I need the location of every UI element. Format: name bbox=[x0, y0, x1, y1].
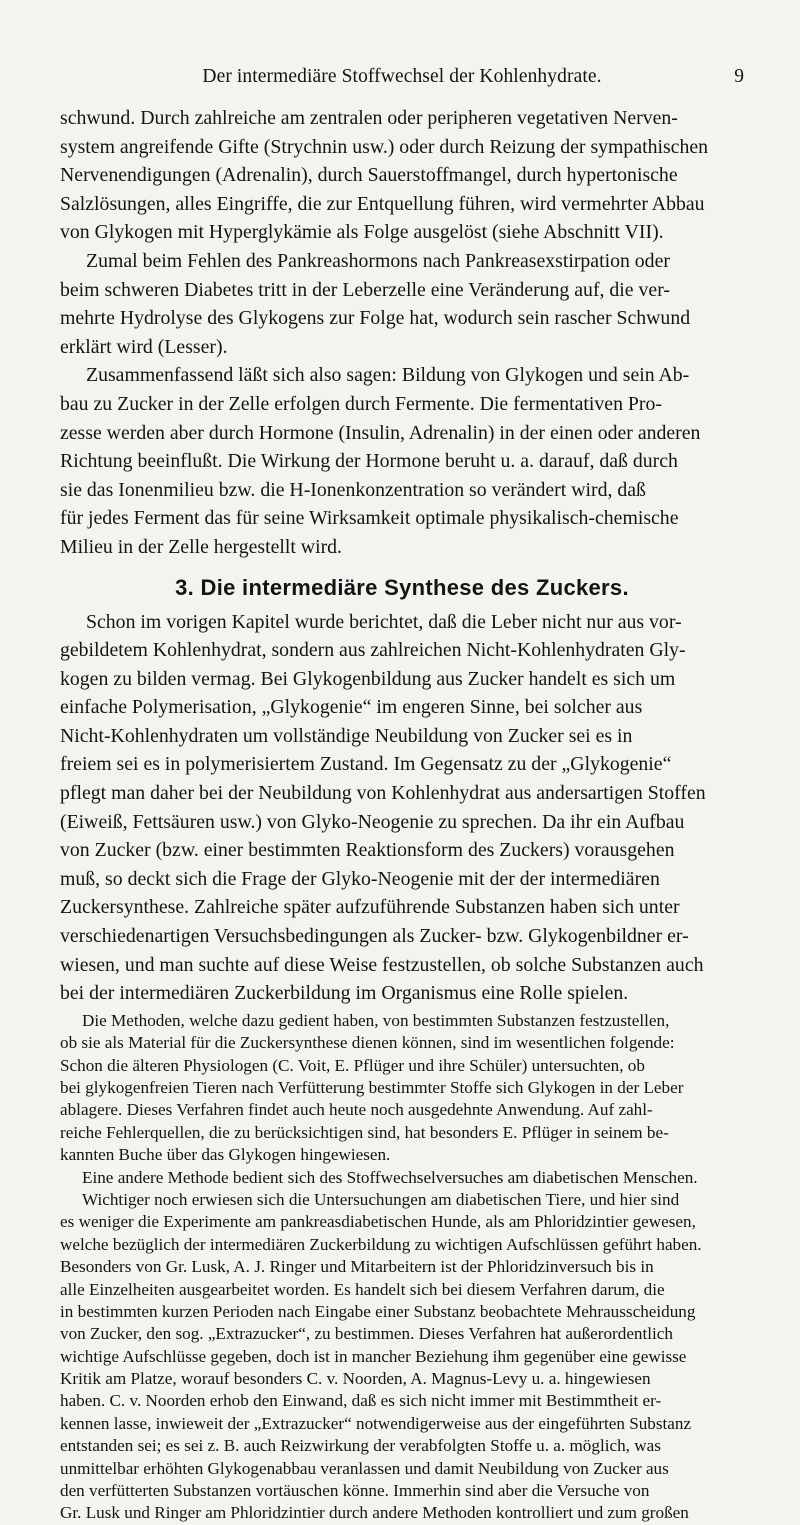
text-line: pflegt man daher bei der Neubildung von Kohlenhydrat aus andersartigen Stoffen bbox=[60, 782, 706, 805]
text-line: entstanden sei; es sei z. B. auch Reizwirkung der verabfolgten Stoffe u. a. möglich, was bbox=[60, 1436, 661, 1456]
paragraph-phloridzin-small bbox=[60, 1167, 744, 1525]
text-line: Gr. Lusk und Ringer am Phloridzintier durch andere Methoden kontrolliert und zum großen bbox=[60, 1503, 689, 1523]
text-line: wichtige Aufschlüsse gegeben, doch ist in mancher Beziehung ihm gegenüber eine gewisse bbox=[60, 1346, 687, 1366]
text-line: muß, so deckt sich die Frage der Glyko-Neogenie mit der der intermediären bbox=[60, 867, 660, 890]
text-line: welche bezüglich der intermediären Zuckerbildung zu wichtigen Aufschlüssen geführt haben. bbox=[60, 1234, 702, 1254]
paragraph-synthesis bbox=[60, 608, 744, 1008]
text-line: (Eiweiß, Fettsäuren usw.) von Glyko-Neogenie zu sprechen. Da ihr ein Aufbau bbox=[60, 810, 685, 833]
text-line: Richtung beeinflußt. Die Wirkung der Hormone beruht u. a. darauf, daß durch bbox=[60, 450, 678, 473]
text-line: Schon die älteren Physiologen (C. Voit, E. Pflüger und ihre Schüler) untersuchten, ob bbox=[60, 1055, 645, 1075]
text-line: haben. C. v. Noorden erhob den Einwand, daß es sich nicht immer mit Bestimmtheit er- bbox=[60, 1391, 662, 1411]
text-line: bei der intermediären Zuckerbildung im Organismus eine Rolle spielen. bbox=[60, 982, 629, 1005]
text-line: von Glykogen mit Hyperglykämie als Folge ausgelöst (siehe Abschnitt VII). bbox=[60, 221, 664, 244]
text-line: in bestimmten kurzen Perioden nach Eingabe einer Substanz beobachtete Mehrausscheidung bbox=[60, 1301, 696, 1321]
text-line: Salzlösungen, alles Eingriffe, die zur Entquellung führen, wird vermehrter Abbau bbox=[60, 192, 705, 215]
text-line: freiem sei es in polymerisiertem Zustand. Im Gegensatz zu der „Glykogenie“ bbox=[60, 753, 672, 776]
text-line: von Zucker (bzw. einer bestimmten Reaktionsform des Zuckers) vorausgehen bbox=[60, 839, 675, 862]
text-line: schwund. Durch zahlreiche am zentralen oder peripheren vegetativen Nerven- bbox=[60, 107, 678, 129]
text-line: mehrte Hydrolyse des Glykogens zur Folge hat, wodurch sein rascher Schwund bbox=[60, 307, 691, 330]
text-line: kogen zu bilden vermag. Bei Glykogenbildung aus Zucker handelt es sich um bbox=[60, 667, 676, 690]
paragraph-methods-small bbox=[60, 1010, 744, 1167]
text-line: gebildetem Kohlenhydrat, sondern aus zahlreichen Nicht-Kohlenhydraten Gly- bbox=[60, 639, 686, 662]
text-line: Eine andere Methode bedient sich des Stoffwechselversuches am diabetischen Menschen. bbox=[82, 1167, 698, 1187]
text-line: Besonders von Gr. Lusk, A. J. Ringer und Mitarbeitern ist der Phloridzinversuch bis in bbox=[60, 1257, 654, 1277]
text-line: ob sie als Material für die Zuckersynthese dienen können, sind im wesentlichen folgende: bbox=[60, 1033, 675, 1053]
paragraph-summary bbox=[60, 361, 744, 561]
text-line: kannten Buche über das Glykogen hingewiesen. bbox=[60, 1145, 391, 1165]
text-line: Zusammenfassend läßt sich also sagen: Bildung von Glykogen und sein Ab- bbox=[86, 364, 690, 387]
text-line: bau zu Zucker in der Zelle erfolgen durch Fermente. Die fermentativen Pro- bbox=[60, 392, 662, 415]
text-line: kennen lasse, inwieweit der „Extrazucker“ notwendigerweise aus der eingeführten Substanz bbox=[60, 1413, 692, 1433]
text-line: Kritik am Platze, worauf besonders C. v. Noorden, A. Magnus-Levy u. a. hingewiesen bbox=[60, 1369, 651, 1389]
text-line: Zuckersynthese. Zahlreiche später aufzuführende Substanzen haben sich unter bbox=[60, 896, 680, 919]
text-line: Die Methoden, welche dazu gedient haben, von bestimmten Substanzen festzustellen, bbox=[82, 1010, 670, 1030]
text-line: system angreifende Gifte (Strychnin usw.) oder durch Reizung der sympathischen bbox=[60, 135, 709, 158]
text-line: Zumal beim Fehlen des Pankreashormons nach Pankreasexstirpation oder bbox=[86, 249, 670, 272]
text-line: verschiedenartigen Versuchsbedingungen als Zucker- bzw. Glykogenbildner er- bbox=[60, 925, 689, 948]
text-line: Wichtiger noch erwiesen sich die Untersuchungen am diabetischen Tiere, und hier sind bbox=[82, 1189, 680, 1209]
text-line: einfache Polymerisation, „Glykogenie“ im engeren Sinne, bei solcher aus bbox=[60, 696, 643, 719]
text-line: reiche Fehlerquellen, die zu berücksichtigen sind, hat besonders E. Pflüger in seinem be- bbox=[60, 1122, 669, 1142]
text-line: wiesen, und man suchte auf diese Weise festzustellen, ob solche Substanzen auch bbox=[60, 953, 704, 976]
text-line: alle Einzelheiten ausgearbeitet worden. Es handelt sich bei diesem Verfahren darum, die bbox=[60, 1279, 665, 1299]
text-line: für jedes Ferment das für seine Wirksamkeit optimale physikalisch-chemische bbox=[60, 507, 679, 530]
text-line: von Zucker, den sog. „Extrazucker“, zu bestimmen. Dieses Verfahren hat außerordentlich bbox=[60, 1324, 673, 1344]
text-line: ablagere. Dieses Verfahren findet auch heute noch ausgedehnte Anwendung. Auf zahl- bbox=[60, 1100, 653, 1120]
text-line: Nervenendigungen (Adrenalin), durch Sauerstoffmangel, durch hypertonische bbox=[60, 164, 678, 187]
text-line: den verfütterten Substanzen vortäuschen könne. Immerhin sind aber die Versuche von bbox=[60, 1481, 650, 1501]
text-line: Nicht-Kohlenhydraten um vollständige Neubildung von Zucker sei es in bbox=[60, 724, 633, 747]
text-line: beim schweren Diabetes tritt in der Leberzelle eine Veränderung auf, die ver- bbox=[60, 278, 670, 301]
text-line: sie das Ionenmilieu bzw. die H-Ionenkonzentration so verändert wird, daß bbox=[60, 478, 646, 501]
text-line: zesse werden aber durch Hormone (Insulin, Adrenalin) in der einen oder anderen bbox=[60, 421, 701, 444]
text-line: erklärt wird (Lesser). bbox=[60, 335, 228, 358]
text-line: bei glykogenfreien Tieren nach Verfütterung bestimmter Stoffe sich Glykogen in der Leber bbox=[60, 1077, 684, 1097]
page-number: 9 bbox=[734, 66, 744, 87]
section-heading: 3. Die intermediäre Synthese des Zuckers. bbox=[175, 574, 629, 600]
running-head bbox=[60, 66, 744, 92]
text-line: Schon im vorigen Kapitel wurde berichtet, daß die Leber nicht nur aus vor- bbox=[86, 610, 682, 633]
text-line: es weniger die Experimente am pankreasdiabetischen Hunde, als am Phloridzintier gewesen, bbox=[60, 1212, 696, 1232]
running-title: Der intermediäre Stoffwechsel der Kohlenhydrate. bbox=[202, 66, 602, 87]
text-line: unmittelbar erhöhten Glykogenabbau veranlassen und damit Neubildung von Zucker aus bbox=[60, 1458, 669, 1478]
page-body bbox=[60, 104, 744, 1525]
text-line: Milieu in der Zelle hergestellt wird. bbox=[60, 535, 342, 558]
paragraph-glycogen-breakdown bbox=[60, 104, 744, 361]
